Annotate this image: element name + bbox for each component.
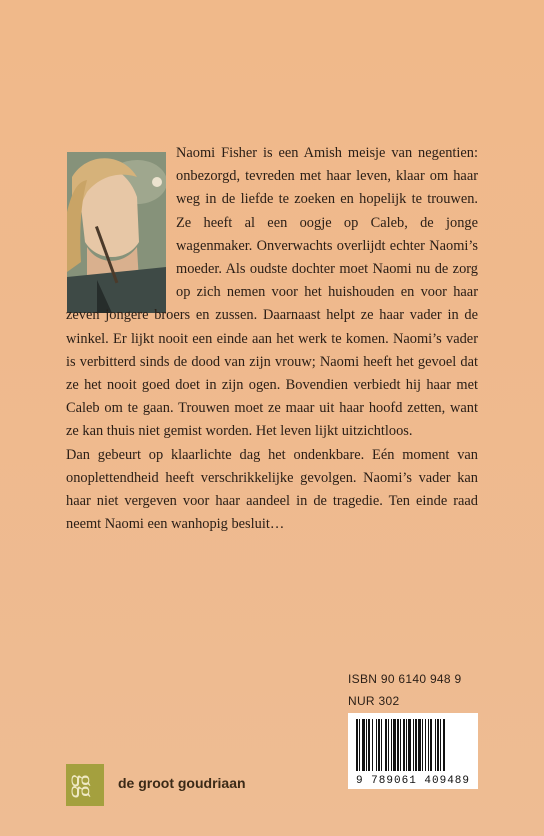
barcode — [348, 713, 478, 789]
isbn-block — [348, 668, 461, 712]
blurb-paragraph-1: Naomi Fisher is een Amish meisje van negentien: onbezorgd, tevreden met haar leven, klaar om haar weg in de liefde te zoeken en hopelijk te trouwen. Ze heeft al een oogje op Caleb, de jonge wagenmaker. Onverwachts overlijdt echter Naomi’s moeder. Als oudste dochter moet Naomi nu de zorg op zich nemen voor het huishouden en voor haar zeven jongere broers en zussen. Daarnaast helpt ze haar vader in de winkel. Er lijkt nooit een einde aan het werk te komen. Naomi’s vader is verbitterd sinds de dood van zijn vrouw; Naomi heeft het gevoel dat ze het nooit goed doet in zijn ogen. Bovendien verbiedt hij haar met Caleb om te gaan. Trouwen moet ze maar uit haar hoofd zetten, want ze kan thuis niet gemist worden. Het leven lijkt uitzichtloos. — [66, 145, 478, 440]
blurb-text — [66, 142, 478, 536]
barcode-number: 9 789061 409489 — [355, 775, 471, 787]
isbn-label: ISBN 90 6140 948 9 — [348, 672, 462, 686]
nur-label: NUR 302 — [348, 694, 400, 708]
publisher-logo — [66, 764, 104, 806]
photo-spacer — [66, 142, 176, 303]
publisher-logo-text: gg — [71, 774, 100, 796]
publisher-name: de groot goudriaan — [118, 775, 246, 791]
barcode-bars — [356, 719, 474, 771]
blurb-paragraph-2: Dan gebeurt op klaarlichte dag het ondenkbare. Eén moment van onoplettendheid heeft verschrikkelijke gevolgen. Naomi’s vader kan haar niet vergeven voor haar aandeel in de tragedie. Ten einde raad neemt Naomi een wanhopig besluit… — [66, 446, 478, 533]
